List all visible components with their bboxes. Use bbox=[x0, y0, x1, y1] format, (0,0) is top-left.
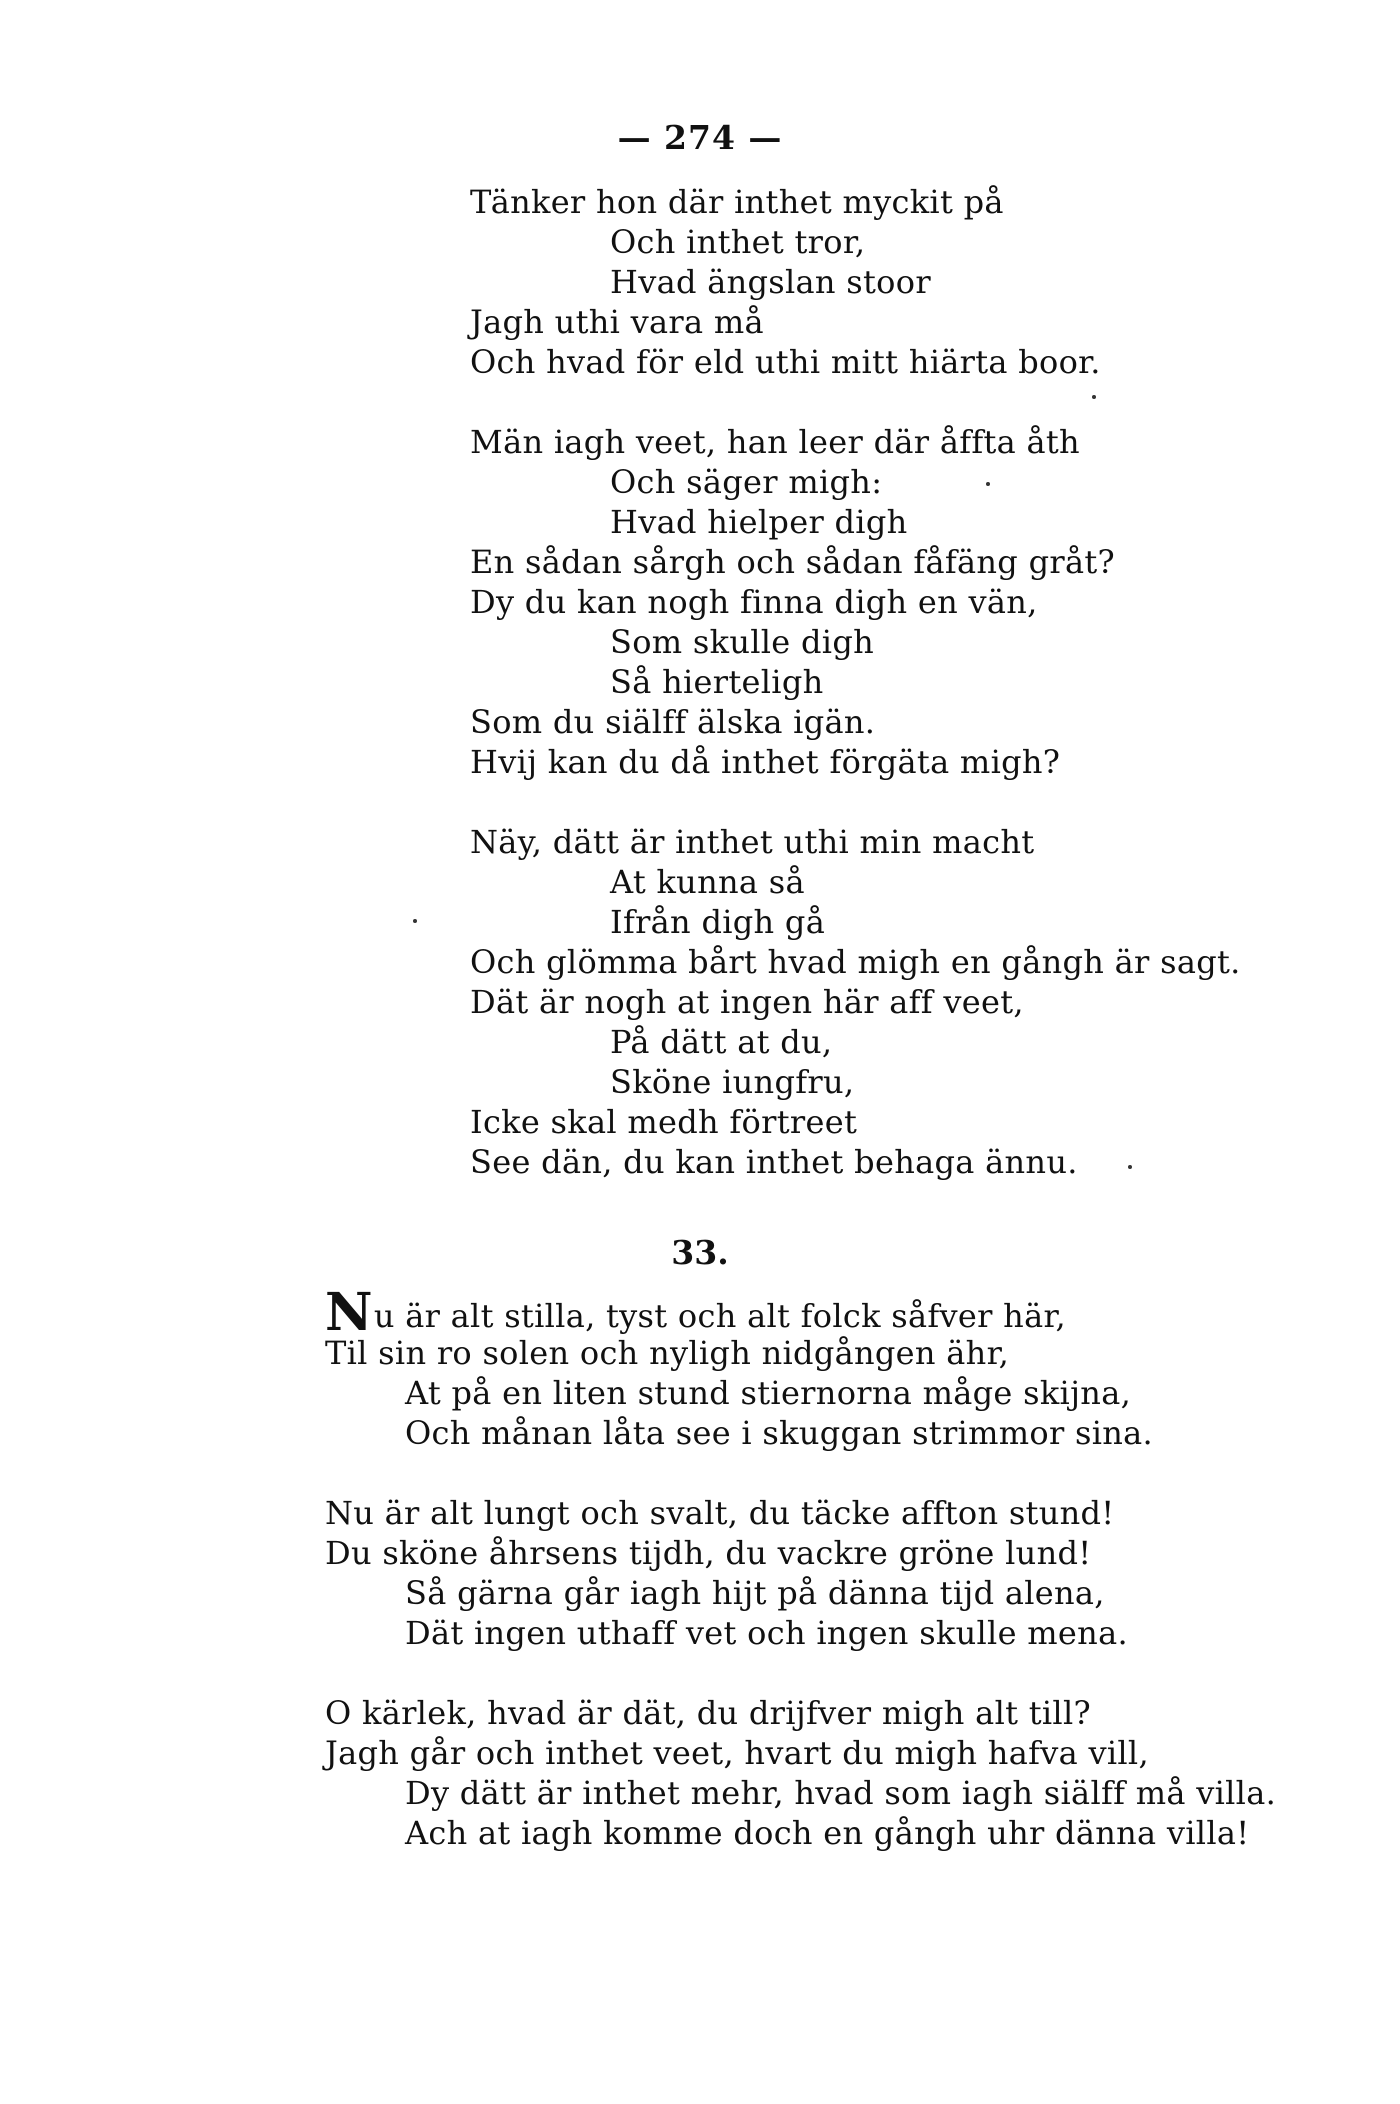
poem-line: Dy dätt är inthet mehr, hvad som iagh siälff må villa. bbox=[405, 1774, 1277, 1812]
poem-line: Icke skal medh förtreet bbox=[470, 1103, 858, 1141]
print-speck bbox=[413, 919, 417, 923]
poem-line: Och hvad för eld uthi mitt hiärta boor. bbox=[470, 343, 1101, 381]
poem-line: Hvad hielper digh bbox=[610, 503, 908, 541]
poem-line: Sköne iungfru, bbox=[610, 1063, 855, 1101]
stanza-break bbox=[325, 1453, 1325, 1493]
poem-line: Hvij kan du då inthet förgäta migh? bbox=[470, 743, 1061, 781]
poem-line: Som du siälff älska igän. bbox=[470, 703, 876, 741]
poem-line: Jagh går och inthet veet, hvart du migh hafva vill, bbox=[325, 1734, 1149, 1772]
poem-line: Du sköne åhrsens tijdh, du vackre gröne lund! bbox=[325, 1534, 1092, 1572]
poem-line: Ach at iagh komme doch en gångh uhr dänna villa! bbox=[405, 1814, 1250, 1852]
poem-line: Som skulle digh bbox=[610, 623, 875, 661]
poem-line: Hvad ängslan stoor bbox=[610, 263, 931, 301]
poem-line: See dän, du kan inthet behaga ännu. bbox=[470, 1143, 1078, 1181]
poem-line: Dy du kan nogh finna digh en vän, bbox=[470, 583, 1038, 621]
poem-line: Dät är nogh at ingen här aff veet, bbox=[470, 983, 1024, 1021]
poem-line: Män iagh veet, han leer där åffta åth bbox=[470, 423, 1080, 461]
print-speck bbox=[1092, 395, 1096, 399]
poem-line: Så hierteligh bbox=[610, 663, 824, 701]
poem-line: Til sin ro solen och nyligh nidgången ähr, bbox=[325, 1334, 1010, 1372]
poem-line: At på en liten stund stiernorna måge skijna, bbox=[405, 1374, 1132, 1412]
poem-line: Nu är alt lungt och svalt, du täcke affton stund! bbox=[325, 1494, 1115, 1532]
poem-line: O kärlek, hvad är dät, du drijfver migh alt till? bbox=[325, 1694, 1091, 1732]
poem-line: Jagh uthi vara må bbox=[470, 303, 764, 341]
print-speck bbox=[986, 482, 990, 486]
poem-line: Och säger migh: bbox=[610, 463, 883, 501]
poem-line: En sådan sårgh och sådan fåfäng gråt? bbox=[470, 543, 1115, 581]
drop-cap: N bbox=[325, 1282, 373, 1343]
poem-line bbox=[325, 1282, 1325, 1343]
poem-line: Dät ingen uthaff vet och ingen skulle mena. bbox=[405, 1614, 1128, 1652]
poem-number: 33. bbox=[671, 1233, 729, 1272]
poem-line: Ifrån digh gå bbox=[610, 903, 826, 941]
poem-continuation bbox=[470, 182, 1270, 1182]
poem-33 bbox=[325, 1282, 1325, 1853]
poem-line: At kunna så bbox=[610, 863, 805, 901]
stanza-break bbox=[325, 1653, 1325, 1693]
page-number: — 274 — bbox=[617, 118, 783, 157]
poem-line: Och glömma bårt hvad migh en gångh är sagt. bbox=[470, 943, 1241, 981]
poem-line: Så gärna går iagh hijt på dänna tijd alena, bbox=[405, 1574, 1105, 1612]
stanza-break bbox=[470, 382, 1270, 422]
first-line-text: u är alt stilla, tyst och alt folck såfver här, bbox=[373, 1297, 1067, 1335]
print-speck bbox=[1128, 1165, 1132, 1169]
poem-line: Och inthet tror, bbox=[610, 223, 866, 261]
poem-line: Tänker hon där inthet myckit på bbox=[470, 183, 1004, 221]
stanza-break bbox=[470, 782, 1270, 822]
poem-line: Näy, dätt är inthet uthi min macht bbox=[470, 823, 1035, 861]
poem-line: Och månan låta see i skuggan strimmor sina. bbox=[405, 1414, 1154, 1452]
poem-line: På dätt at du, bbox=[610, 1023, 833, 1061]
